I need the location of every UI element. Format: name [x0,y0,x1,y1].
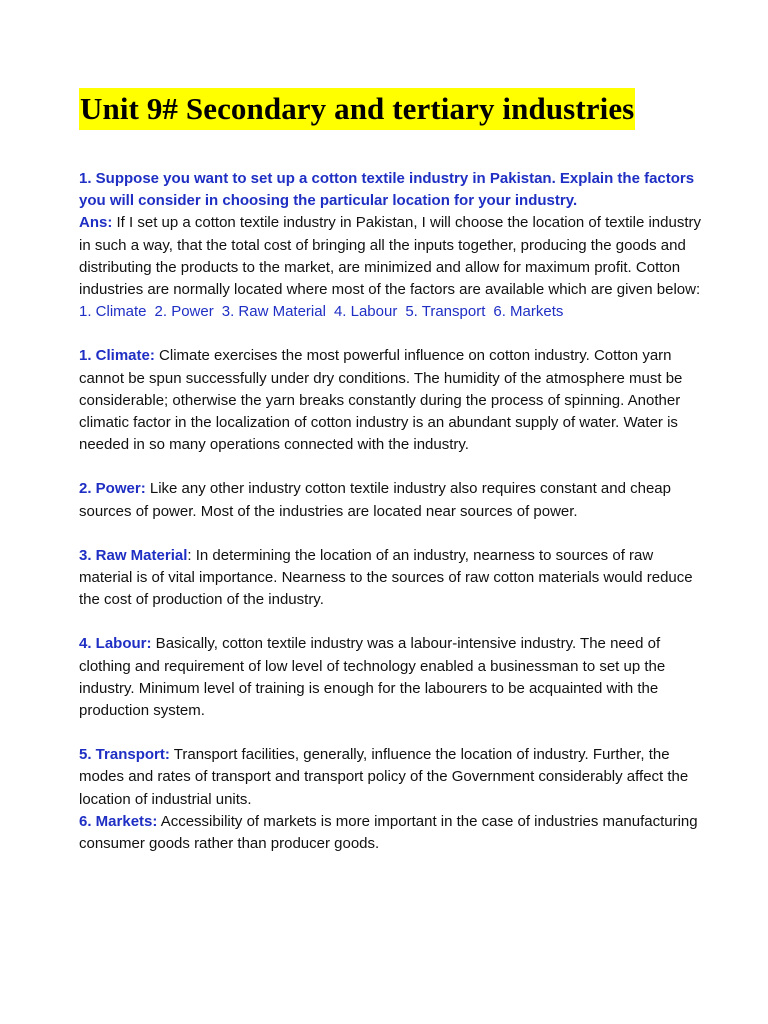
section-text-climate: Climate exercises the most powerful influence on cotton industry. Cotton yarn cannot be spun successfully under dry conditions. The humidity of the atmosphere must be considerable; otherwise the yarn breaks constantly during the process of spinning. Another climatic factor in the localization of cotton industry is an abundant supply of water. Water is needed in so many operations connected with the industry. [79,347,683,454]
section-text-labour: Basically, cotton textile industry was a labour-intensive industry. The need of clothing and requirement of low level of technology enabled a businessman to set up the industry. Minimum level of training is enough for the labourers to be acquainted with the production system. [79,635,666,720]
section-climate [79,345,708,456]
section-power [79,478,708,522]
section-text-power: Like any other industry cotton textile industry also requires constant and cheap sources of power. Most of the industries are located near sources of power. [79,480,671,520]
section-heading-markets: 6. Markets: [79,812,158,830]
factor-list-item: 4. Labour [333,303,398,321]
spacer [79,611,708,633]
section-raw-material [79,545,708,612]
spacer [79,523,708,545]
section-text-raw-material: : In determining the location of an industry, nearness to sources of raw material is of vital importance. Nearness to the sources of raw cotton materials would reduce the cost of production of the industry. [79,546,693,609]
question-text: 1. Suppose you want to set up a cotton textile industry in Pakistan. Explain the factors you will consider in choosing the particular location for your industry. [79,170,695,210]
factor-list [79,303,563,320]
factor-list-item: 6. Markets [493,303,564,321]
factor-list-item: 5. Transport [405,303,486,321]
factor-list-item: 1. Climate [79,303,147,321]
answer-text: If I set up a cotton textile industry in Pakistan, I will choose the location of textile industry in such a way, that the total cost of bringing all the inputs together, producing the goods and distributing the products to the market, are minimized and allow for maximum profit. Cotton industries are normally located where most of the factors are available which are given below: [79,214,701,299]
question-paragraph [79,168,708,323]
spacer [79,323,708,345]
page-title: Unit 9# Secondary and tertiary industries [79,88,635,130]
section-heading-transport: 5. Transport: [79,746,170,764]
section-text-markets: Accessibility of markets is more important in the case of industries manufacturing consumer goods rather than producer goods. [79,812,698,853]
factor-list-item: 3. Raw Material [221,303,326,321]
section-heading-power: 2. Power: [79,480,146,498]
section-labour [79,633,708,722]
spacer [79,456,708,478]
section-heading-climate: 1. Climate: [79,347,155,365]
title-container [79,88,708,130]
section-heading-labour: 4. Labour: [79,635,152,653]
answer-label: Ans: [79,214,113,232]
section-text-transport: Transport facilities, generally, influence the location of industry. Further, the modes and rates of transport and transport policy of the Government considerably affect the location of industrial units. [79,746,689,808]
spacer [79,722,708,744]
section-heading-raw-material: 3. Raw Material [79,546,188,564]
factor-list-item: 2. Power [154,303,214,321]
section-transport-markets [79,744,708,855]
